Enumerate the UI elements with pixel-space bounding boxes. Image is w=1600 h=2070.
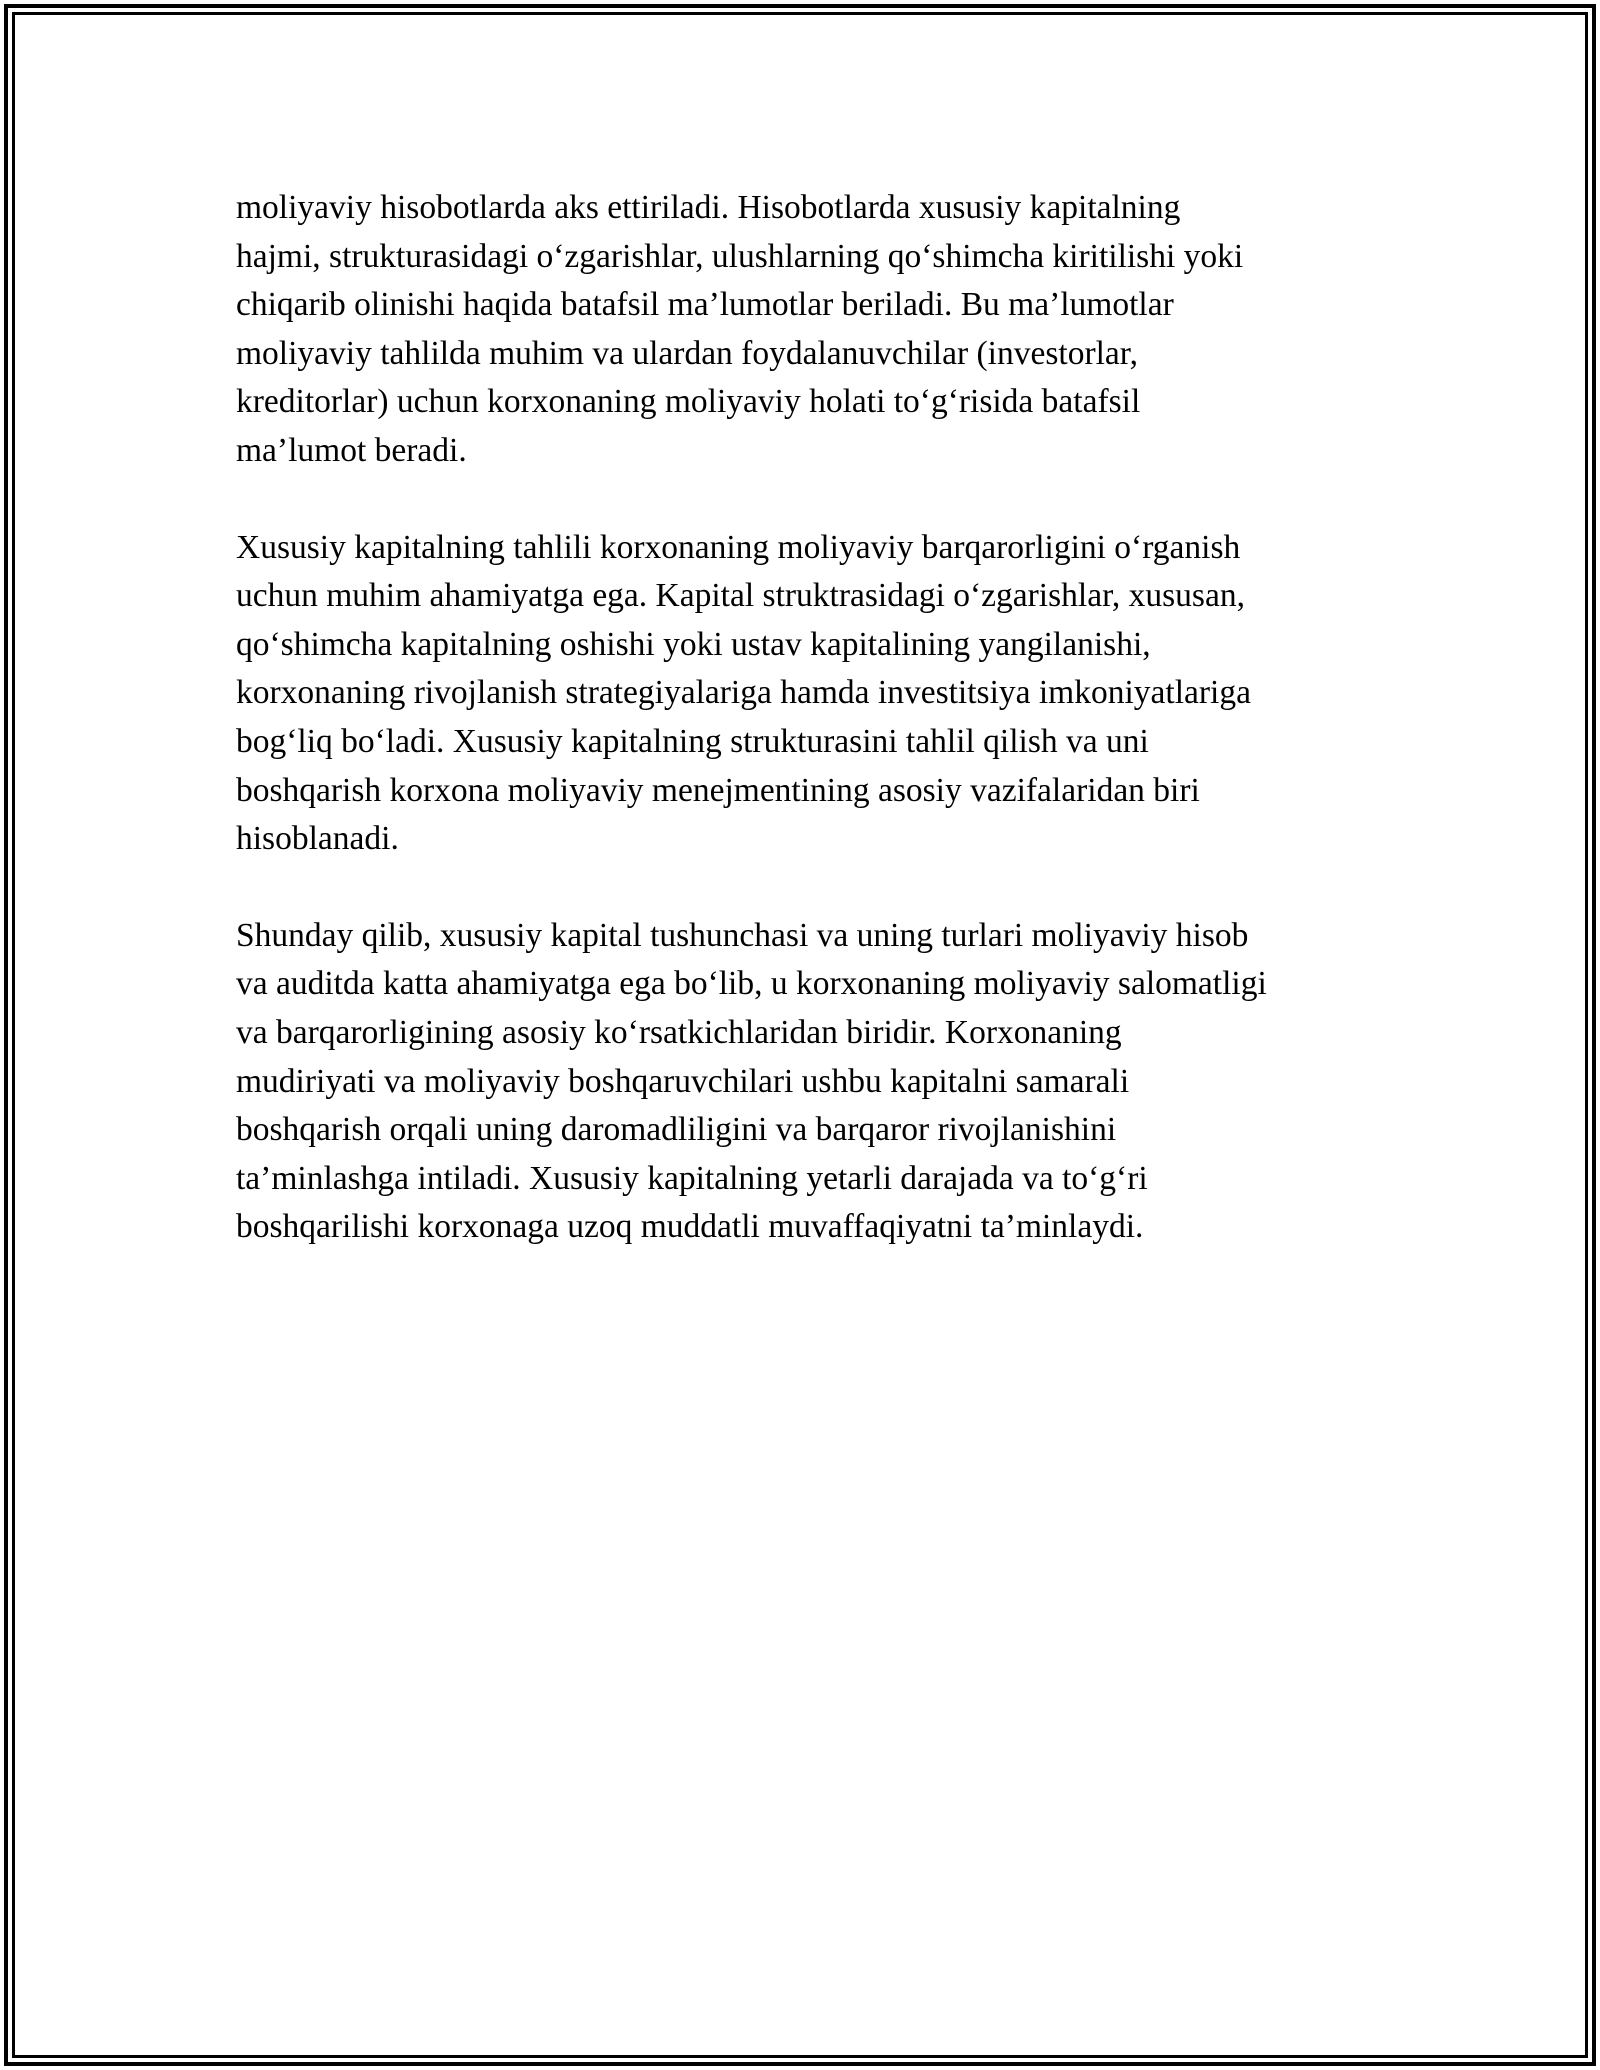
text-line: hajmi, strukturasidagi o‘zgarishlar, ulushlarning qo‘shimcha kiritilishi yoki <box>236 237 1244 275</box>
text-line: boshqarish orqali uning daromadliligini va barqaror rivojlanishini <box>236 1111 1117 1149</box>
text-line: Xususiy kapitalning tahlili korxonaning moliyaviy barqarorligini o‘rganish <box>236 528 1241 566</box>
paragraph-2 <box>236 524 1376 864</box>
text-line: qo‘shimcha kapitalning oshishi yoki ustav kapitalining yangilanishi, <box>236 625 1151 663</box>
text-line: boshqarilishi korxonaga uzoq muddatli muvaffaqiyatni ta’minlaydi. <box>236 1208 1144 1246</box>
text-line: moliyaviy hisobotlarda aks ettiriladi. Hisobotlarda xususiy kapitalning <box>236 189 1181 226</box>
text-line: ta’minlashga intiladi. Xususiy kapitalning yetarli darajada va to‘g‘ri <box>236 1159 1148 1197</box>
paragraph-3 <box>236 912 1376 1252</box>
text-line: kreditorlar) uchun korxonaning moliyaviy holati to‘g‘risida batafsil <box>236 383 1141 421</box>
text-line: uchun muhim ahamiyatga ega. Kapital struktrasidagi o‘zgarishlar, xususan, <box>236 577 1245 615</box>
text-line: korxonaning rivojlanish strategiyalariga hamda investitsiya imkoniyatlariga <box>236 674 1251 712</box>
text-line: chiqarib olinishi haqida batafsil ma’lumotlar beriladi. Bu ma’lumotlar <box>236 286 1174 324</box>
text-line: Shunday qilib, xususiy kapital tushunchasi va uning turlari moliyaviy hisob <box>236 916 1249 954</box>
text-line: mudiriyati va moliyaviy boshqaruvchilari ushbu kapitalni samarali <box>236 1062 1130 1100</box>
text-line: hisoblanadi. <box>236 820 399 858</box>
paragraph-1 <box>236 184 1376 476</box>
text-line: boshqarish korxona moliyaviy menejmentining asosiy vazifalaridan biri <box>236 771 1200 809</box>
text-line: va barqarorligining asosiy ko‘rsatkichlaridan biridir. Korxonaning <box>236 1013 1122 1051</box>
document-body <box>236 184 1376 1300</box>
text-line: bog‘liq bo‘ladi. Xususiy kapitalning strukturasini tahlil qilish va uni <box>236 722 1149 760</box>
text-line: moliyaviy tahlilda muhim va ulardan foydalanuvchilar (investorlar, <box>236 334 1138 372</box>
text-line: ma’lumot beradi. <box>236 431 467 469</box>
text-line: va auditda katta ahamiyatga ega bo‘lib, u korxonaning moliyaviy salomatligi <box>236 965 1267 1003</box>
